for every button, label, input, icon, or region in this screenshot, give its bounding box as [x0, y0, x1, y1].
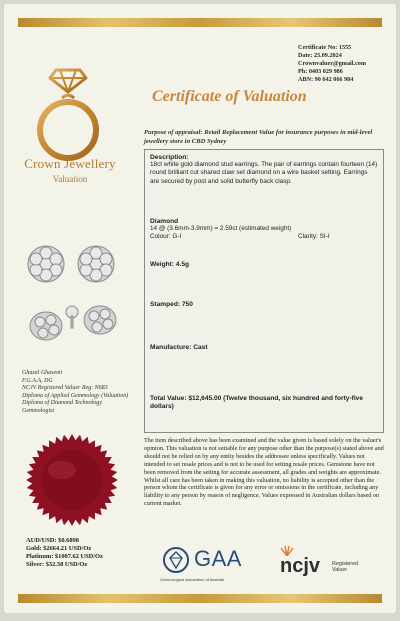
certificate-page	[4, 4, 396, 613]
valuer-line: Gemmologist	[22, 407, 54, 414]
diamond-label: Diamond	[150, 218, 179, 225]
total-value: Total Value: $12,645.00 (Twelve thousand, six hundred and forty-five dollars)	[150, 395, 364, 411]
certificate-abn: ABN: 90 642 066 984	[298, 76, 354, 83]
details-box	[144, 149, 384, 433]
metal-prices	[26, 537, 103, 569]
diamond-colour: Colour: G-I	[150, 233, 182, 241]
valuer-block	[22, 370, 142, 415]
ncjv-tag-line: Registered	[332, 561, 359, 567]
certificate-info	[298, 44, 380, 84]
gaa-emblem-icon	[162, 546, 190, 574]
wax-seal-icon	[24, 432, 120, 528]
price-line: Silver: $32.38 USD/Oz	[26, 561, 88, 568]
ncjv-tag	[332, 561, 358, 574]
certificate-phone: Ph: 0403 029 986	[298, 68, 343, 75]
weight-field: Weight: 4.5g	[150, 261, 190, 268]
diamond-section	[150, 218, 378, 242]
stamped-field: Stamped: 750	[150, 301, 193, 308]
description-text: 18ct white gold diamond stud earrings. The pair of earrings contain fourteen (14) round brilliant cut shared claw set diamond on a wire basket setting. Earrings are secured by post and solid butterfly back clasp.	[150, 161, 378, 185]
description-section	[150, 154, 378, 186]
bottom-gold-border	[18, 594, 382, 603]
manufacture-field: Manufacture: Cast	[150, 344, 208, 351]
valuer-line: F.G.A.A, DG	[22, 377, 53, 384]
valuer-line: Diploma of Diamond Technology	[22, 400, 102, 406]
ncjv-name: ncjv	[280, 555, 321, 577]
diamond-line: 14 @ (3.6mm-3.9mm) = 2.59ct (estimated weight)	[150, 225, 292, 232]
gaa-logo	[160, 544, 255, 586]
purpose-of-appraisal: Purpose of appraisal: Retail Replacement Value for insurance purposes in mid-level jewellery store in CBD Sydney	[144, 129, 373, 145]
certificate-email: Crownvaluer@gmail.com	[298, 60, 367, 67]
disclaimer-text: The item described above has been examined and the value given is based solely on the valuer's opinion. This valuation is not suitable for any purpose other than the purpose(s) stated above and should not be relied on by any entity besides the addressee unless specifically. Values not intended to set resale prices and is not to be used for setting resale prices. Gemstone have not been removed from the setting for accurate assessment, all grades and weights are approximate. Whilst all care has been taken in making this valuation, no liability is accepted other than the person whom the certificate is given for any error or omissions in the certificate, including any liability to any person by reason of negligence. Values expressed in Australian dollars based on current market.	[144, 437, 384, 508]
page-title: Certificate of Valuation	[152, 88, 307, 105]
gaa-acronym: GAA	[194, 546, 242, 571]
description-label: Description:	[150, 154, 189, 161]
diamond-clarity: Clarity: SI-I	[298, 233, 330, 241]
brand-name: Crown Jewellery	[24, 156, 116, 171]
brand-subtitle: Valuation	[52, 174, 88, 184]
price-line: Platinum: $1007.62 USD/Oz	[26, 553, 103, 560]
top-gold-border	[18, 18, 382, 27]
brand-block	[12, 156, 128, 184]
gaa-full-name: Gemmological Association of Australia	[160, 578, 225, 582]
valuer-line: Diploma of Applied Gemmology (Valuation)	[22, 392, 129, 399]
ncjv-logo	[280, 546, 370, 580]
ncjv-tag-line: Valuer	[332, 567, 348, 574]
price-line: AUD/USD: $0.6898	[26, 537, 79, 544]
certificate-date: Date: 25.09.2024	[298, 52, 342, 59]
valuer-line: Ghazal Ghasemi	[22, 370, 63, 376]
valuer-line: NCJV Registered Valuer Reg: N683	[22, 385, 108, 391]
earrings-side-photo-icon	[22, 292, 122, 376]
diamond-grade-row	[150, 233, 378, 241]
certificate-number: Certificate No: 1555	[298, 44, 352, 51]
price-line: Gold: $2664.21 USD/Oz	[26, 545, 92, 552]
